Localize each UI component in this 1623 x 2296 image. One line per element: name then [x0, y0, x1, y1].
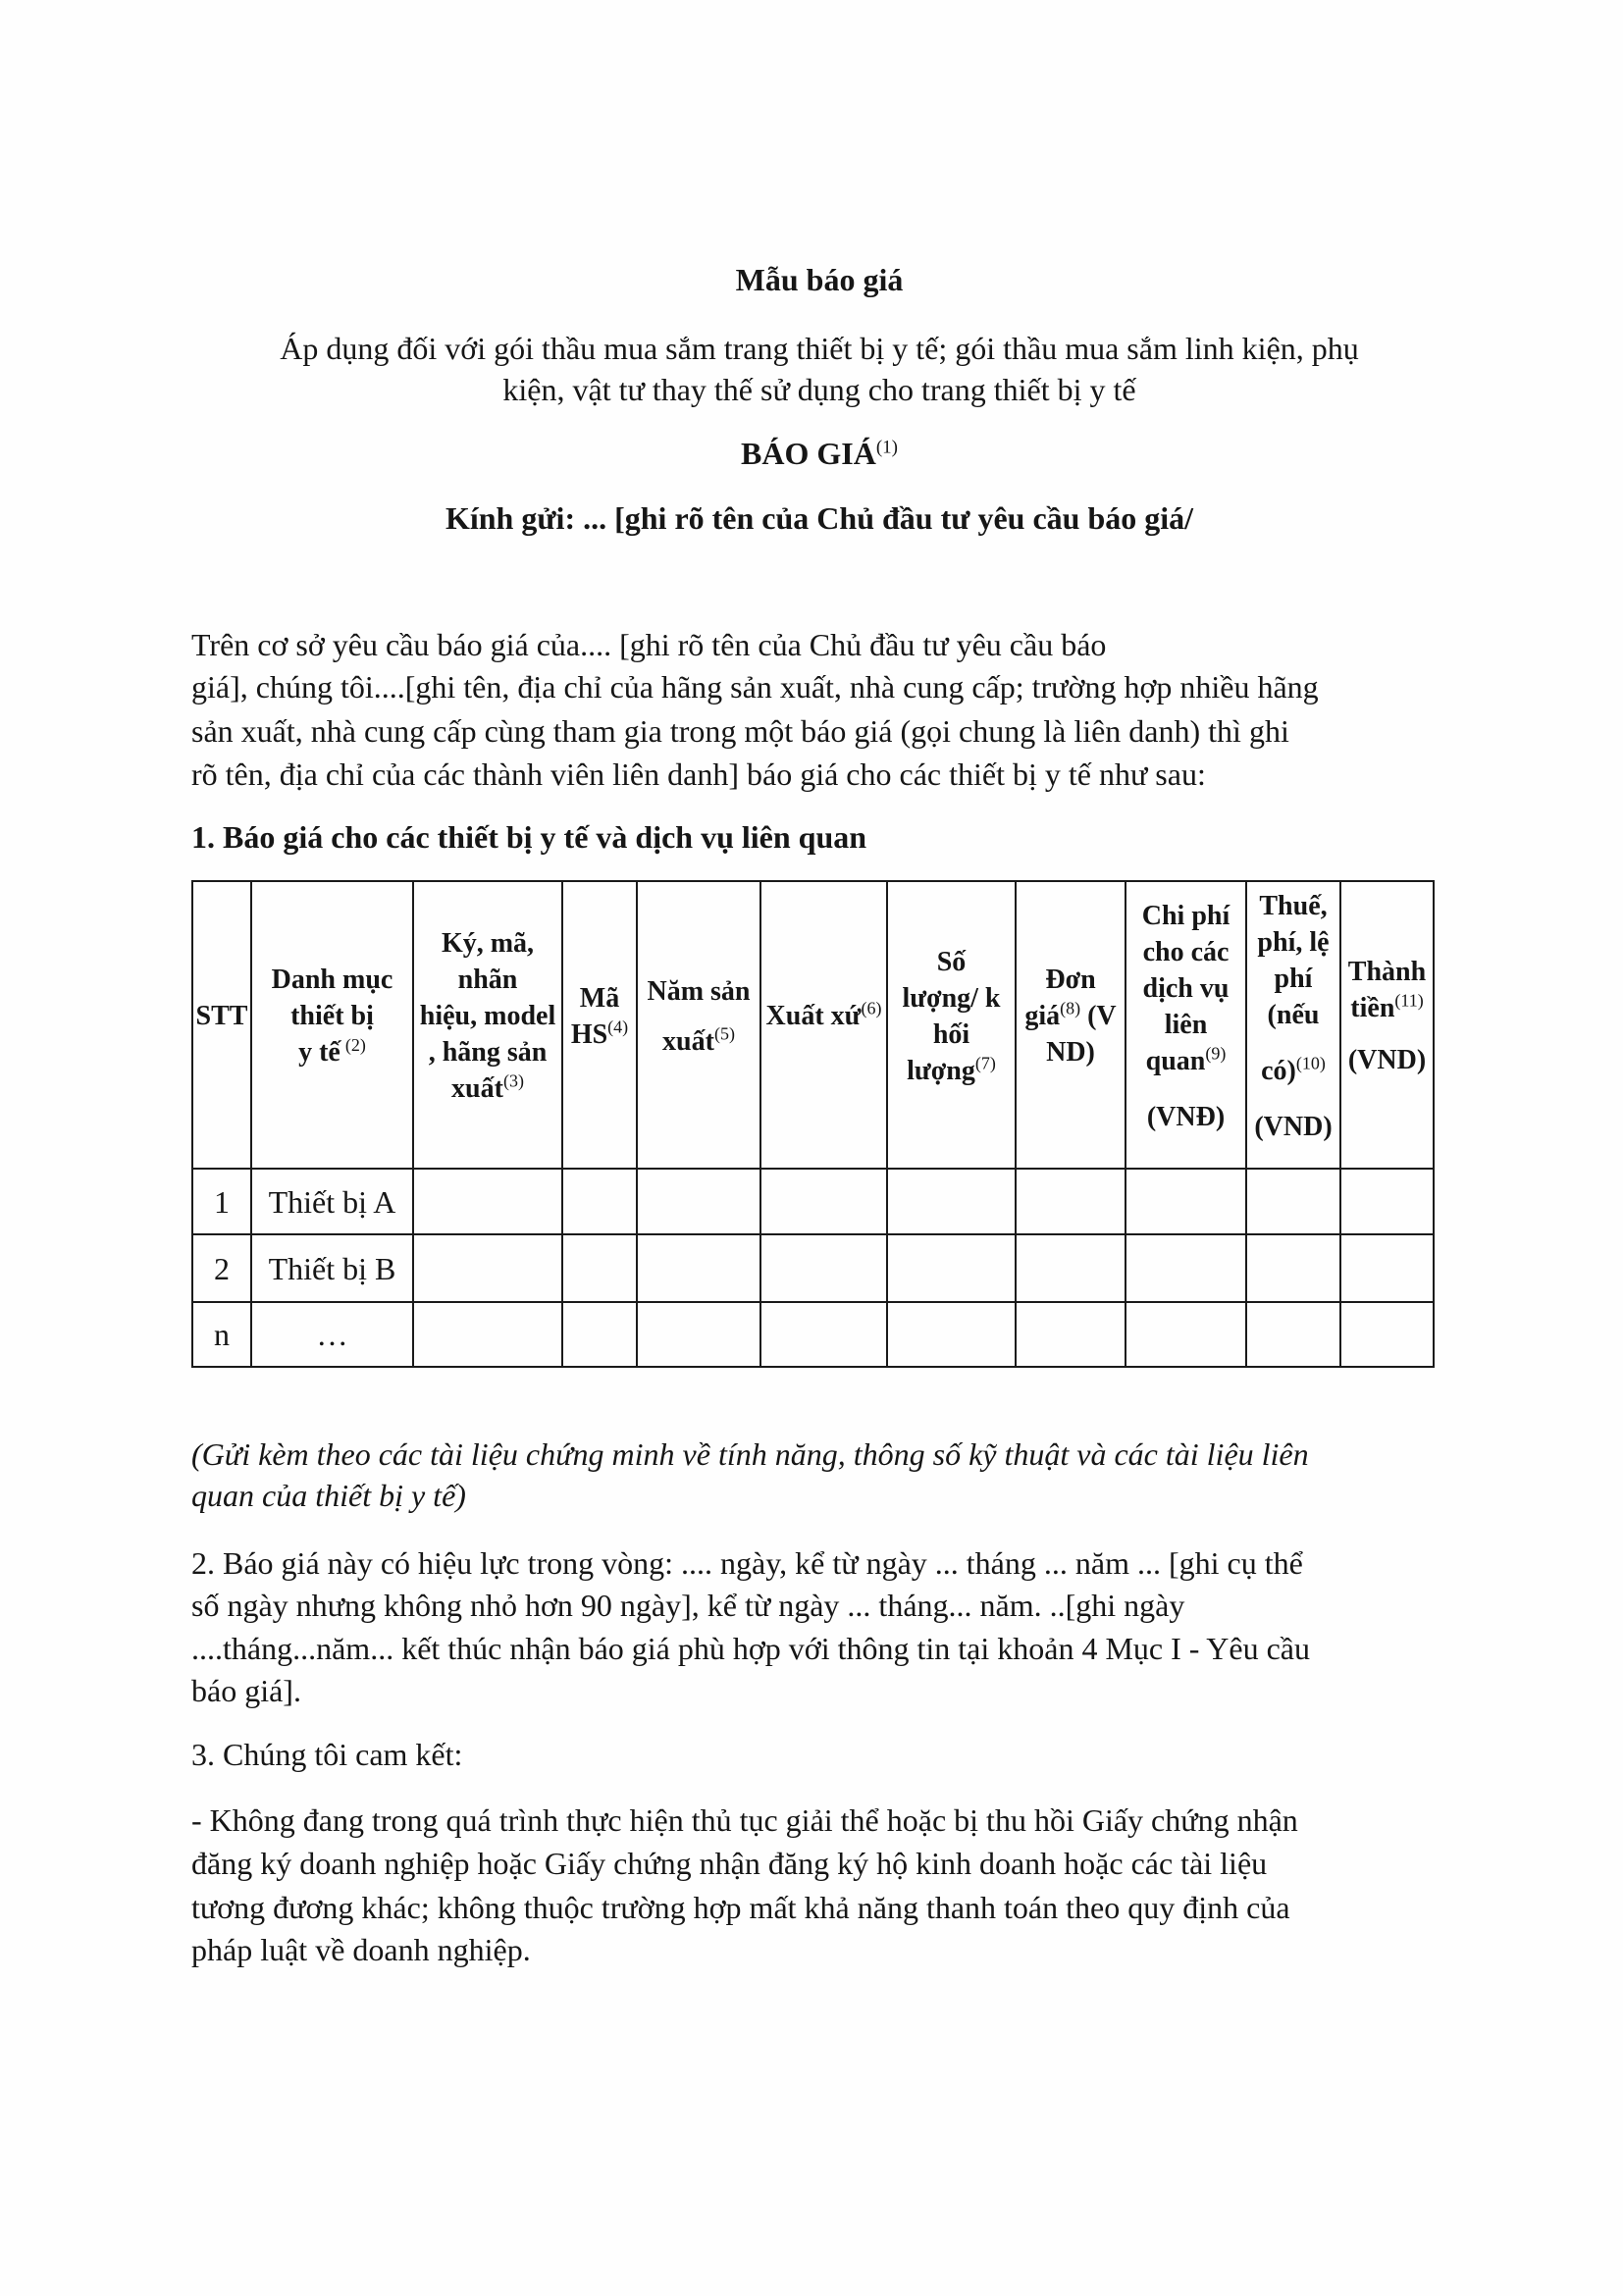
cell-total [1340, 1302, 1434, 1367]
header-total [1340, 881, 1434, 1169]
footnote-marker: (10) [1295, 1053, 1326, 1073]
intro-line-3: sản xuất, nhà cung cấp cùng tham gia trong một báo giá (gọi chung là liên danh) thì ghi [191, 713, 1289, 749]
cell-item-name: Thiết bị B [251, 1234, 413, 1302]
table-row [192, 1169, 1434, 1234]
header-line [890, 1053, 1013, 1089]
header-text: có) [1261, 1055, 1296, 1086]
scope-line-1: Áp dụng đối với gói thầu mua sắm trang thiết bị y tế; gói thầu mua sắm linh kiện, phụ [280, 331, 1359, 366]
header-text: xuất [662, 1025, 714, 1057]
scope-line-2: kiện, vật tư thay thế sử dụng cho trang thiết bị y tế [502, 372, 1136, 407]
header-text: HS [570, 1018, 608, 1050]
commitment-line-2: đăng ký doanh nghiệp hoặc Giấy chứng nhận đăng ký hộ kinh doanh hoặc các tài liệu [191, 1846, 1268, 1881]
cell-origin [760, 1169, 887, 1234]
validity-line-2: số ngày nhưng không nhỏ hơn 90 ngày], kể từ ngày ... tháng... năm. ..[ghi ngày [191, 1588, 1185, 1623]
cell-quantity [887, 1234, 1016, 1302]
header-line: , hãng sản [428, 1037, 548, 1068]
header-tax-fee [1246, 881, 1340, 1169]
cell-manufacture-year [637, 1302, 760, 1367]
header-text: giá [1024, 1001, 1061, 1031]
commitment-line-1: - Không đang trong quá trình thực hiện thủ tục giải thể hoặc bị thu hồi Giấy chứng nhận [191, 1802, 1298, 1838]
attachment-note-line-2: quan của thiết bị y tế) [191, 1478, 466, 1513]
cell-brand-model [413, 1302, 562, 1367]
cell-stt: n [192, 1302, 251, 1367]
footnote-marker: (8) [1060, 998, 1081, 1018]
header-line: thiết bị [290, 1001, 374, 1031]
header-line: STT [195, 1001, 248, 1031]
header-line: ND) [1046, 1037, 1095, 1068]
header-line: Thuế, [1259, 890, 1328, 921]
header-text: xuất [451, 1073, 503, 1104]
header-text: tiền [1350, 993, 1395, 1023]
cell-hs-code [562, 1302, 637, 1367]
recipient-line: Kính gửi: ... [ghi rõ tên của Chủ đầu tư yêu cầu báo giá/ [445, 500, 1194, 536]
commitment-title: 3. Chúng tôi cam kết: [191, 1737, 463, 1772]
header-stt [192, 881, 251, 1169]
header-line: Danh mục [271, 965, 393, 995]
cell-unit-price [1016, 1234, 1126, 1302]
cell-hs-code [562, 1234, 637, 1302]
cell-quantity [887, 1169, 1016, 1234]
header-line: cho các [1142, 936, 1230, 967]
table-header-row [192, 881, 1434, 1169]
quotation-heading [191, 432, 1447, 475]
cell-manufacture-year [637, 1234, 760, 1302]
header-manufacture-year [637, 881, 760, 1169]
cell-origin [760, 1234, 887, 1302]
footnote-marker: (3) [502, 1070, 524, 1091]
header-line [763, 998, 884, 1034]
header-line [1128, 1043, 1243, 1079]
section-1-title: 1. Báo giá cho các thiết bị y tế và dịch vụ liên quan [191, 819, 867, 855]
cell-total [1340, 1234, 1434, 1302]
validity-line-3: ....tháng...năm... kết thúc nhận báo giá phù hợp với thông tin tại khoản 4 Mục I - Yêu cầu [191, 1631, 1310, 1666]
table-row [192, 1234, 1434, 1302]
cell-item-name: … [251, 1302, 413, 1367]
attachment-note-line-1: (Gửi kèm theo các tài liệu chứng minh về tính năng, thông số kỹ thuật và các tài liệu liên [191, 1436, 1309, 1472]
cell-hs-code [562, 1169, 637, 1234]
cell-manufacture-year [637, 1169, 760, 1234]
header-line: Chi phí [1141, 900, 1230, 931]
header-line [254, 1034, 410, 1070]
header-line: (VND) [1254, 1111, 1333, 1142]
header-line [1343, 990, 1431, 1026]
header-line: phí, lệ [1257, 926, 1330, 958]
header-text: Xuất xứ [765, 1001, 862, 1031]
header-line: phí [1274, 963, 1313, 994]
table-row [192, 1302, 1434, 1367]
cell-brand-model [413, 1169, 562, 1234]
validity-line-1: 2. Báo giá này có hiệu lực trong vòng: .... ngày, kể từ ngày ... tháng ... năm ... [ghi cụ thể [191, 1545, 1303, 1581]
header-quantity [887, 881, 1016, 1169]
header-line: Ký, mã, [441, 928, 535, 959]
cell-origin [760, 1302, 887, 1367]
quotation-heading-text: BÁO GIÁ [741, 436, 876, 471]
header-line: (VNĐ) [1146, 1101, 1226, 1132]
header-brand-model [413, 881, 562, 1169]
cell-quantity [887, 1302, 1016, 1367]
cell-tax-fee [1246, 1169, 1340, 1234]
header-unit-price [1016, 881, 1126, 1169]
cell-brand-model [413, 1234, 562, 1302]
header-item-category [251, 881, 413, 1169]
footnote-marker: (4) [607, 1017, 629, 1037]
header-line: lượng/ k [902, 982, 1001, 1014]
header-line: Đơn [1045, 965, 1096, 995]
cell-total [1340, 1169, 1434, 1234]
cell-service-cost [1126, 1169, 1246, 1234]
intro-line-4: rõ tên, địa chỉ của các thành viên liên danh] báo giá cho các thiết bị y tế như sau: [191, 757, 1206, 792]
header-line: Mã [579, 982, 620, 1014]
cell-service-cost [1126, 1234, 1246, 1302]
footnote-marker: (5) [713, 1023, 735, 1044]
footnote-marker: (11) [1394, 990, 1424, 1011]
header-line: nhãn [457, 965, 518, 995]
footnote-marker: (7) [974, 1053, 996, 1073]
cell-unit-price [1016, 1169, 1126, 1234]
cell-tax-fee [1246, 1302, 1340, 1367]
cell-tax-fee [1246, 1234, 1340, 1302]
header-line: Thành [1347, 957, 1427, 987]
footnote-marker: (2) [344, 1034, 366, 1055]
header-service-cost [1126, 881, 1246, 1169]
validity-line-4: báo giá]. [191, 1673, 301, 1708]
header-line: (VND) [1347, 1045, 1427, 1075]
header-line: dịch vụ [1142, 972, 1230, 1004]
header-line: Năm sản [647, 975, 751, 1007]
intro-line-2: giá], chúng tôi....[ghi tên, địa chỉ của hãng sản xuất, nhà cung cấp; trường hợp nhiều hãng [191, 669, 1319, 704]
cell-service-cost [1126, 1302, 1246, 1367]
header-line: liên [1164, 1009, 1208, 1040]
cell-stt: 1 [192, 1169, 251, 1234]
header-origin [760, 881, 887, 1169]
header-line: hối [932, 1018, 970, 1050]
cell-stt: 2 [192, 1234, 251, 1302]
header-line [1019, 998, 1123, 1034]
quotation-table [191, 880, 1435, 1368]
footnote-marker: (6) [861, 998, 882, 1018]
header-line [1249, 1053, 1337, 1089]
header-line [640, 1023, 758, 1060]
commitment-line-3: tương đương khác; không thuộc trường hợp mất khả năng thanh toán theo quy định của [191, 1890, 1290, 1925]
footnote-marker: (1) [875, 437, 898, 458]
header-text: quan [1145, 1045, 1206, 1076]
commitment-line-4: pháp luật về doanh nghiệp. [191, 1932, 531, 1967]
cell-unit-price [1016, 1302, 1126, 1367]
header-text: y tế [298, 1037, 340, 1068]
header-text: lượng [907, 1055, 975, 1086]
header-line [565, 1017, 634, 1053]
header-hs-code [562, 881, 637, 1169]
cell-item-name: Thiết bị A [251, 1169, 413, 1234]
header-line: hiệu, model [419, 1001, 556, 1031]
form-title: Mẫu báo giá [735, 262, 904, 297]
header-text: (V [1080, 1001, 1117, 1031]
intro-line-1: Trên cơ sở yêu cầu báo giá của.... [ghi rõ tên của Chủ đầu tư yêu cầu báo [191, 627, 1107, 662]
header-line: Số [936, 946, 967, 977]
header-line: (nếu [1267, 999, 1320, 1030]
footnote-marker: (9) [1205, 1043, 1227, 1064]
header-line [416, 1070, 559, 1107]
